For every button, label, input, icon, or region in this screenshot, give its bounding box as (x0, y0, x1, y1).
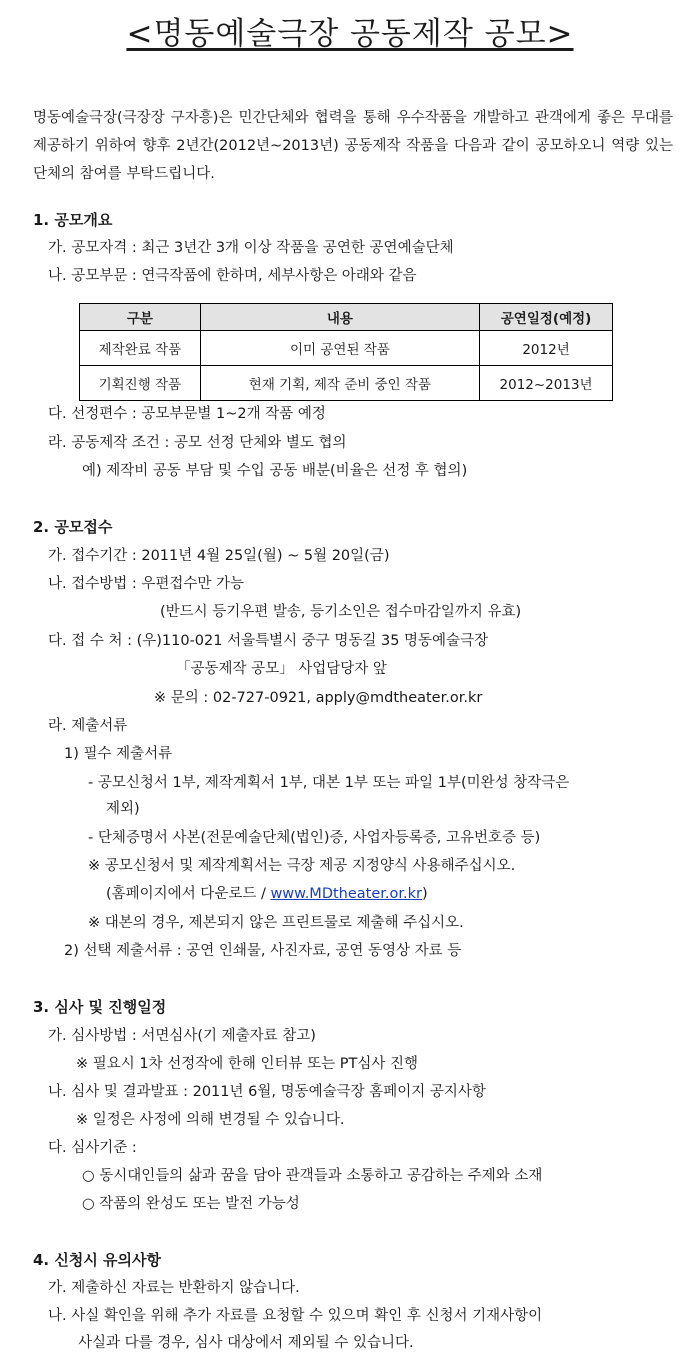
table-cell: 현재 기획, 제작 준비 중인 작품 (200, 366, 479, 401)
s3-item-c: 다. 심사기준 : (48, 1140, 137, 1156)
s1-item-b: 나. 공모부문 : 연극작품에 한하며, 세부사항은 아래와 같음 (48, 268, 417, 284)
s2-item-b: 나. 접수방법 : 우편접수만 가능 (48, 576, 245, 592)
s2-required-item-1-cont: 제외) (106, 801, 140, 817)
table-cell: 2012~2013년 (480, 366, 613, 401)
s3-criteria-2: ○ 작품의 완성도 또는 발전 가능성 (82, 1196, 300, 1212)
s2-note-script: ※ 대본의 경우, 제본되지 않은 프린트물로 제출해 주십시오. (88, 915, 464, 931)
s2-item-c-line2: 「공동제작 공모」 사업담당자 앞 (176, 661, 387, 677)
section-2-heading: 2. 공모접수 (33, 518, 113, 536)
s1-item-c: 다. 선정편수 : 공모부문별 1~2개 작품 예정 (48, 406, 326, 422)
table-header: 구분 (80, 304, 201, 331)
s2-required-item-1: - 공모신청서 1부, 제작계획서 1부, 대본 1부 또는 파일 1부(미완성 창작극은 (88, 775, 570, 791)
s2-contact: ※ 문의 : 02-727-0921, apply@mdtheater.or.kr (154, 690, 483, 706)
s2-required-docs: 1) 필수 제출서류 (64, 746, 173, 762)
s3-item-b: 나. 심사 및 결과발표 : 2011년 6월, 명동예술극장 홈페이지 공지사항 (48, 1084, 486, 1100)
s3-item-a: 가. 심사방법 : 서면심사(기 제출자료 참고) (48, 1028, 316, 1044)
s1-item-d: 라. 공동제작 조건 : 공모 선정 단체와 별도 협의 (48, 435, 347, 451)
table-row (80, 331, 613, 366)
homepage-link[interactable]: www.MDtheater.or.kr (270, 886, 422, 902)
s2-note-download (106, 884, 428, 904)
s3-item-a-note: ※ 필요시 1차 선정작에 한해 인터뷰 또는 PT심사 진행 (76, 1056, 418, 1072)
table-cell: 이미 공연된 작품 (200, 331, 479, 366)
category-table (79, 303, 613, 401)
section-1-heading: 1. 공모개요 (33, 211, 113, 229)
download-text: (홈페이지에서 다운로드 / (106, 886, 271, 902)
table-header: 내용 (200, 304, 479, 331)
section-4-heading: 4. 신청시 유의사항 (33, 1251, 162, 1269)
download-text-end: ) (421, 886, 428, 902)
s2-optional-docs: 2) 선택 제출서류 : 공연 인쇄물, 사진자료, 공연 동영상 자료 등 (64, 943, 462, 959)
s2-item-a: 가. 접수기간 : 2011년 4월 25일(월) ~ 5월 20일(금) (48, 548, 390, 564)
intro-paragraph: 명동예술극장(극장장 구자흥)은 민간단체와 협력을 통해 우수작품을 개발하고 관객에게 좋은 무대를 제공하기 위하여 향후 2년간(2012년~2013년) 공동제작 작품을 다음과 같이 공모하오니 역량 있는 단체의 참여를 부탁드립니다. (33, 110, 673, 182)
s3-item-b-note: ※ 일정은 사정에 의해 변경될 수 있습니다. (76, 1112, 345, 1128)
page-title: <명동예술극장 공동제작 공모> (126, 16, 574, 52)
table-cell: 기획진행 작품 (80, 366, 201, 401)
s1-item-d-example: 예) 제작비 공동 부담 및 수입 공동 배분(비율은 선정 후 협의) (82, 463, 468, 479)
table-row (80, 366, 613, 401)
s2-item-c: 다. 접 수 처 : (우)110-021 서울특별시 중구 명동길 35 명동예술극장 (48, 633, 489, 649)
table-header: 공연일정(예정) (480, 304, 613, 331)
s2-item-b-note: (반드시 등기우편 발송, 등기소인은 접수마감일까지 유효) (160, 604, 522, 620)
s4-item-b: 나. 사실 확인을 위해 추가 자료를 요청할 수 있으며 확인 후 신청서 기재사항이 (48, 1308, 543, 1324)
s2-item-d: 라. 제출서류 (48, 718, 128, 734)
s1-item-a: 가. 공모자격 : 최근 3년간 3개 이상 작품을 공연한 공연예술단체 (48, 240, 454, 256)
table-header-row (80, 304, 613, 331)
s2-required-item-2: - 단체증명서 사본(전문예술단체(법인)증, 사업자등록증, 고유번호증 등) (88, 830, 541, 846)
s4-item-a: 가. 제출하신 자료는 반환하지 않습니다. (48, 1280, 300, 1296)
table-cell: 2012년 (480, 331, 613, 366)
section-3-heading: 3. 심사 및 진행일정 (33, 998, 167, 1016)
s4-item-b-cont: 사실과 다를 경우, 심사 대상에서 제외될 수 있습니다. (78, 1335, 414, 1351)
s2-note-form: ※ 공모신청서 및 제작계획서는 극장 제공 지정양식 사용해주십시오. (88, 858, 516, 874)
table-cell: 제작완료 작품 (80, 331, 201, 366)
s3-criteria-1: ○ 동시대인들의 삶과 꿈을 담아 관객들과 소통하고 공감하는 주제와 소재 (82, 1168, 543, 1184)
